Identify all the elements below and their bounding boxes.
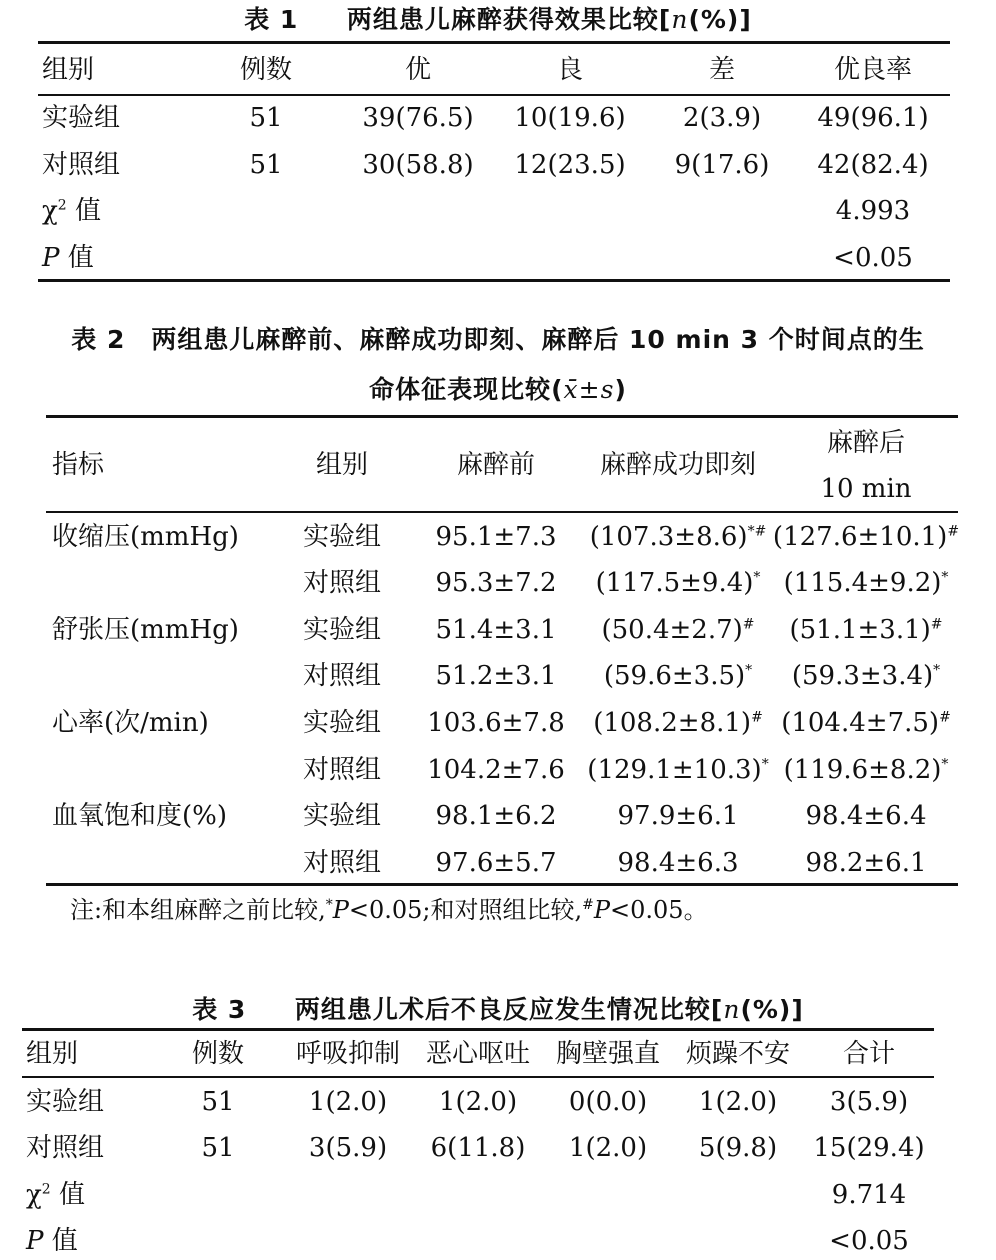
table2-indicator: 心率(次/min) xyxy=(52,708,209,738)
table2-after xyxy=(773,521,959,553)
table2-after xyxy=(792,660,940,692)
table2-after xyxy=(789,614,942,646)
table2-after-value: (104.4±7.5) xyxy=(781,708,940,738)
table2-success-mark: * xyxy=(745,662,753,679)
table1-header-rule xyxy=(38,94,950,96)
table2-after-mark: # xyxy=(947,523,960,540)
table1-cell: 2(3.9) xyxy=(682,103,762,133)
table2-success-mark: * xyxy=(761,756,769,773)
table1-cell: 9(17.6) xyxy=(674,150,770,180)
table2-success-mark: * xyxy=(753,569,761,586)
table2-header-rule xyxy=(46,511,958,513)
table2-group: 对照组 xyxy=(302,661,382,691)
chi-superscript: 2 xyxy=(41,1181,51,1198)
table1-header-rate: 优良率 xyxy=(833,55,913,85)
table2-indicator: 血氧饱和度(%) xyxy=(52,801,227,831)
table1-p-value: <0.05 xyxy=(833,243,913,273)
table3-header-count: 例数 xyxy=(191,1039,245,1069)
table3-p-value: <0.05 xyxy=(829,1226,909,1256)
table2-group: 实验组 xyxy=(302,615,382,645)
table3-header-nausea: 恶心呕吐 xyxy=(425,1039,531,1069)
table2-group: 对照组 xyxy=(302,568,382,598)
table3-cell: 1(2.0) xyxy=(438,1087,518,1117)
table3-header-total: 合计 xyxy=(842,1039,896,1069)
table2-caption-line1: 表 2 两组患儿麻醉前、麻醉成功即刻、麻醉后 10 min 3 个时间点的生 xyxy=(71,325,925,354)
table2-indicator: 收缩压(mmHg) xyxy=(52,522,239,552)
table1-header-excellent: 优 xyxy=(404,55,432,85)
table2-note xyxy=(70,895,708,925)
table2-success xyxy=(604,660,752,692)
table3-caption xyxy=(0,994,996,1026)
chi-symbol: χ xyxy=(42,196,58,226)
table2-header-before: 麻醉前 xyxy=(456,450,536,480)
note-hash-mark: # xyxy=(582,897,594,913)
table2-after xyxy=(781,707,951,739)
table2-before: 95.3±7.2 xyxy=(435,568,557,598)
table1-cell: 39(76.5) xyxy=(362,103,474,133)
table2-indicator: 舒张压(mmHg) xyxy=(52,615,239,645)
table2-before: 51.4±3.1 xyxy=(435,615,557,645)
table2-success-mark: # xyxy=(742,616,755,633)
table1-header-good: 良 xyxy=(556,55,584,85)
table1-cell: 49(96.1) xyxy=(817,103,929,133)
p-symbol: P xyxy=(26,1226,44,1256)
note-text-pre: 注:和本组麻醉之前比较, xyxy=(70,896,326,924)
table2-caption-pm: ± xyxy=(578,375,601,404)
table3-caption-label: 表 3 xyxy=(192,995,247,1024)
table2-success-value: (50.4±2.7) xyxy=(601,615,743,645)
table3-cell: 15(29.4) xyxy=(813,1133,925,1163)
table2-top-rule xyxy=(46,415,958,418)
table2-caption-line2 xyxy=(0,374,996,406)
table1-caption-text: 两组患儿麻醉获得效果比较[ xyxy=(346,5,672,34)
table2-after-mark: # xyxy=(939,709,951,726)
note-star-mark: * xyxy=(325,897,333,913)
table3-cell: 5(9.8) xyxy=(698,1133,778,1163)
table3-header-rigidity: 胸壁强直 xyxy=(555,1039,661,1069)
table2-after: 98.4±6.4 xyxy=(805,801,927,831)
table1-caption xyxy=(0,4,996,36)
table2-caption-post: ) xyxy=(614,375,627,404)
table2-success-value: (117.5±9.4) xyxy=(595,568,754,598)
table3-cell: 51 xyxy=(201,1133,235,1163)
table3-cell: 3(5.9) xyxy=(308,1133,388,1163)
table2-after xyxy=(784,754,949,786)
p-suffix: 值 xyxy=(59,243,94,273)
table3-cell: 51 xyxy=(201,1087,235,1117)
table2-success xyxy=(587,754,768,786)
table3-cell: 1(2.0) xyxy=(698,1087,778,1117)
table2-after-value: (115.4±9.2) xyxy=(783,568,942,598)
table3-caption-text: 两组患儿术后不良反应发生情况比较[ xyxy=(294,995,724,1024)
table1-bottom-rule xyxy=(38,279,950,282)
table1-cell: 12(23.5) xyxy=(514,150,626,180)
table1-cell: 实验组 xyxy=(42,103,121,133)
table3-p-label xyxy=(26,1225,78,1257)
chi-superscript: 2 xyxy=(57,197,67,214)
table3-cell: 实验组 xyxy=(26,1087,105,1117)
table2-header-after-line2: 10 min xyxy=(820,474,912,504)
p-suffix: 值 xyxy=(43,1226,78,1256)
table3-cell: 1(2.0) xyxy=(568,1133,648,1163)
table1-caption-tail: (%)] xyxy=(688,5,752,34)
table2-group: 实验组 xyxy=(302,708,382,738)
table3-header-respiratory: 呼吸抑制 xyxy=(295,1039,401,1069)
table2-before: 98.1±6.2 xyxy=(435,801,557,831)
chi-suffix: 值 xyxy=(66,196,101,226)
table1-caption-n: n xyxy=(671,5,689,34)
table1-cell: 10(19.6) xyxy=(514,103,626,133)
note-p-symbol: P xyxy=(593,896,611,924)
table2-success xyxy=(601,614,754,646)
table2-group: 实验组 xyxy=(302,801,382,831)
table2-success-value: (107.3±8.6) xyxy=(589,522,748,552)
table1-cell: 30(58.8) xyxy=(362,150,474,180)
table2-before: 104.2±7.6 xyxy=(427,755,565,785)
table3-cell: 6(11.8) xyxy=(430,1133,526,1163)
table2-after-value: (119.6±8.2) xyxy=(783,755,942,785)
table2-before: 95.1±7.3 xyxy=(435,522,557,552)
table2-success-mark: *# xyxy=(747,523,767,540)
table2-after-value: (127.6±10.1) xyxy=(772,522,948,552)
table1-top-rule xyxy=(38,41,950,44)
table2-after xyxy=(784,567,949,599)
table2-group: 对照组 xyxy=(302,848,382,878)
chi-symbol: χ xyxy=(26,1180,42,1210)
table2-caption-s: s xyxy=(600,375,615,404)
table1-caption-label: 表 1 xyxy=(244,5,299,34)
p-symbol: P xyxy=(42,243,60,273)
table2-success: 97.9±6.1 xyxy=(617,801,739,831)
table2-header-after-line1: 麻醉后 xyxy=(826,428,906,458)
table3-chi-value: 9.714 xyxy=(831,1180,907,1210)
table2-success xyxy=(590,521,767,553)
table2-after-mark: # xyxy=(930,616,943,633)
table2-caption-xbar: x̄ xyxy=(563,375,579,404)
table1-cell: 51 xyxy=(249,150,283,180)
note-p-symbol: P xyxy=(332,896,349,924)
table2-after-mark: * xyxy=(933,662,941,679)
table1-header-count: 例数 xyxy=(239,55,293,85)
table2-header-success: 麻醉成功即刻 xyxy=(599,450,757,480)
table3-cell: 对照组 xyxy=(26,1133,105,1163)
table1-cell: 对照组 xyxy=(42,150,121,180)
table3-header-group: 组别 xyxy=(26,1039,79,1069)
table3-chi-label xyxy=(26,1179,85,1211)
table3-caption-n: n xyxy=(723,995,741,1024)
table2-success-value: (108.2±8.1) xyxy=(593,708,752,738)
table1-cell: 51 xyxy=(249,103,283,133)
table1-cell: 42(82.4) xyxy=(817,150,929,180)
table3-cell: 0(0.0) xyxy=(568,1087,648,1117)
table2-group: 对照组 xyxy=(302,755,382,785)
table3-header-agitation: 烦躁不安 xyxy=(685,1039,791,1069)
table2-bottom-rule xyxy=(46,883,958,886)
table2-header-indicator: 指标 xyxy=(52,450,105,480)
table3-top-rule xyxy=(22,1028,934,1031)
table1-chi-label xyxy=(42,195,101,227)
table2-after-mark: * xyxy=(941,756,949,773)
note-text-end: <0.05。 xyxy=(610,896,708,924)
table2-after: 98.2±6.1 xyxy=(805,848,927,878)
table2-caption-pre: 命体征表现比较( xyxy=(369,375,564,404)
note-text-mid: <0.05;和对照组比较, xyxy=(348,896,583,924)
table2-after-value: (59.3±3.4) xyxy=(791,661,934,691)
table2-success-value: (129.1±10.3) xyxy=(587,755,762,785)
table2-group: 实验组 xyxy=(302,522,382,552)
table2-header-group: 组别 xyxy=(315,450,369,480)
table3-cell: 3(5.9) xyxy=(829,1087,909,1117)
table2-before: 51.2±3.1 xyxy=(435,661,557,691)
table1-p-label xyxy=(42,242,94,274)
table2-before: 103.6±7.8 xyxy=(427,708,565,738)
chi-suffix: 值 xyxy=(50,1180,85,1210)
table2-success-value: (59.6±3.5) xyxy=(603,661,746,691)
table2-success xyxy=(593,707,763,739)
table2-success-mark: # xyxy=(751,709,763,726)
table1-header-group: 组别 xyxy=(42,55,95,85)
table3-cell: 1(2.0) xyxy=(308,1087,388,1117)
table3-header-rule xyxy=(22,1076,934,1078)
table3-caption-tail: (%)] xyxy=(740,995,804,1024)
table2-after-value: (51.1±3.1) xyxy=(789,615,931,645)
table2-before: 97.6±5.7 xyxy=(435,848,557,878)
table2-success: 98.4±6.3 xyxy=(617,848,739,878)
table1-header-poor: 差 xyxy=(708,55,736,85)
table1-chi-value: 4.993 xyxy=(835,196,911,226)
table2-success xyxy=(596,567,761,599)
table2-after-mark: * xyxy=(941,569,949,586)
